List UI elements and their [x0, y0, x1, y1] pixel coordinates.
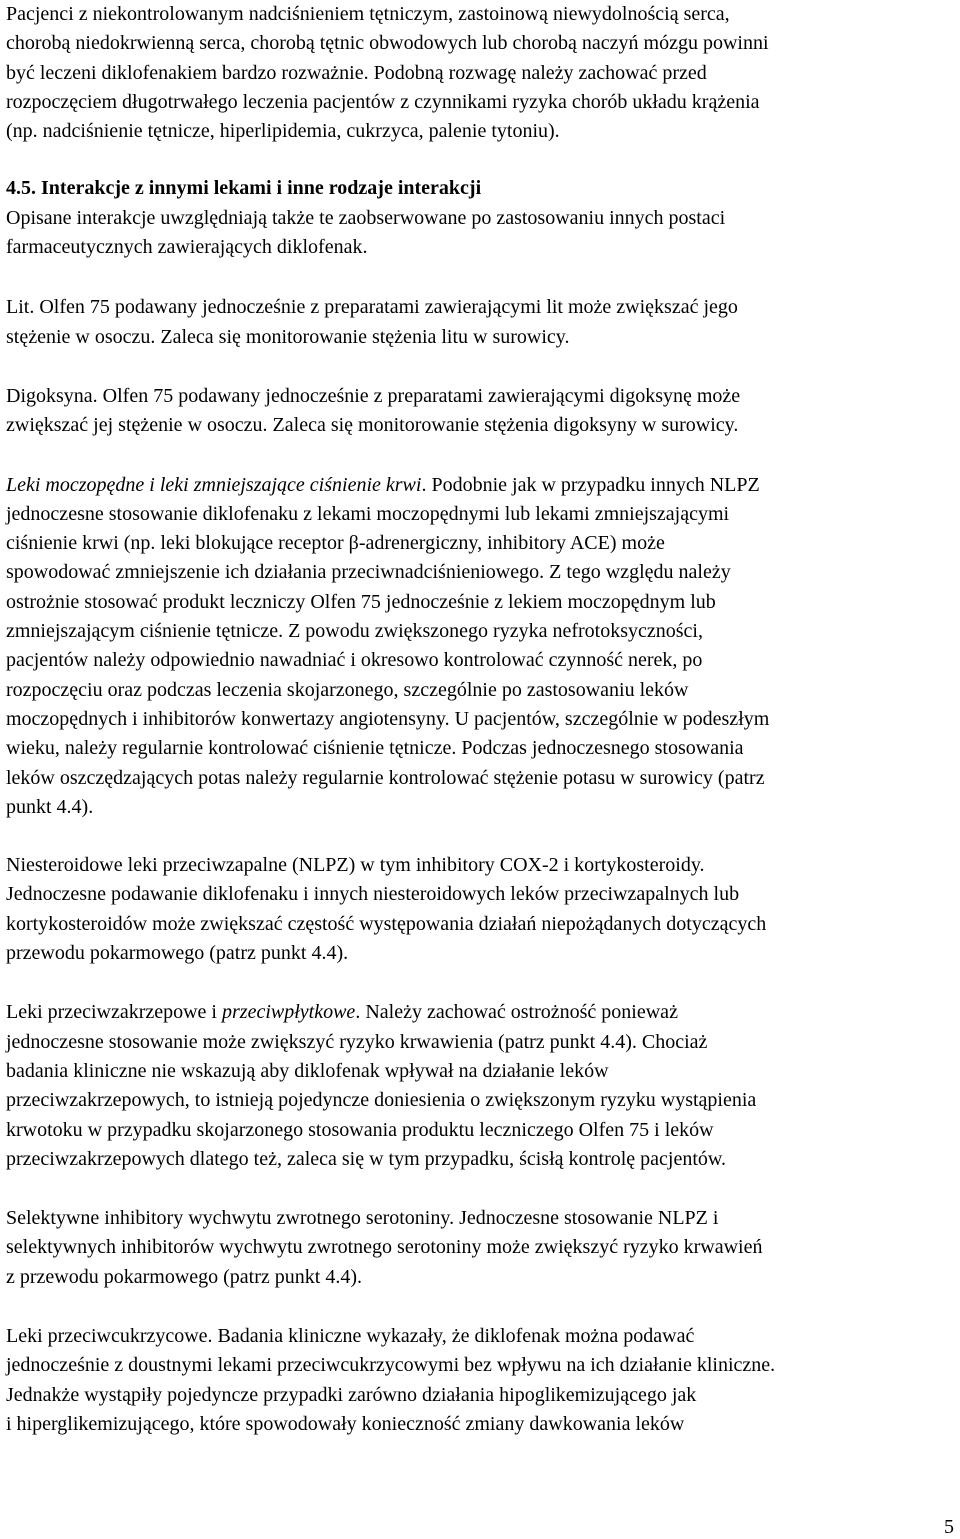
- section-line: Opisane interakcje uwzględniają także te zaobserwowane po zastosowaniu innych postaci: [6, 206, 726, 229]
- nsaid-line: Jednoczesne podawanie diklofenaku i innych niesteroidowych leków przeciwzapalnych lub: [6, 883, 740, 906]
- diuretics-line: jednoczesne stosowanie diklofenaku z lekami moczopędnymi lub lekami zmniejszającymi: [6, 502, 730, 525]
- digoksyna-line: Digoksyna. Olfen 75 podawany jednocześnie z preparatami zawierającymi digoksynę może: [6, 384, 741, 407]
- diuretics-lead: [6, 471, 956, 500]
- nsaid-line: kortykosteroidów może zwiększać częstość występowania działań niepożądanych dotyczących: [6, 912, 767, 935]
- document-page: [6, 0, 956, 1439]
- diuretics-line: zmniejszającym ciśnienie tętnicze. Z powodu zwiększonego ryzyka nefrotoksyczności,: [6, 620, 703, 643]
- diuretics-paragraph: [6, 471, 956, 823]
- anticoag-paragraph: [6, 998, 956, 1174]
- ssri-line: z przewodu pokarmowego (patrz punkt 4.4).: [6, 1265, 362, 1288]
- anticoag-line: krwotoku w przypadku skojarzonego stosowania produktu leczniczego Olfen 75 i leków: [6, 1118, 714, 1141]
- diuretics-line: moczopędnych i inhibitorów konwertazy angiotensyny. U pacjentów, szczególnie w podeszłym: [6, 707, 770, 730]
- diuretics-lead-rest: . Podobnie jak w przypadku innych NLPZ: [421, 473, 760, 496]
- intro-line: (np. nadciśnienie tętnicze, hiperlipidemia, cukrzyca, palenie tytoniu).: [6, 120, 560, 143]
- intro-line: być leczeni diklofenakiem bardzo rozważnie. Podobną rozwagę należy zachować przed: [6, 61, 707, 84]
- anticoag-line: przeciwzakrzepowych dlatego też, zaleca się w tym przypadku, ścisłą kontrolę pacjentów.: [6, 1147, 727, 1170]
- diuretics-line: rozpoczęciu oraz podczas leczenia skojarzonego, szczególnie po zastosowaniu leków: [6, 678, 689, 701]
- section-line: farmaceutycznych zawierających diklofenak.: [6, 236, 368, 259]
- intro-line: chorobą niedokrwienną serca, chorobą tętnic obwodowych lub chorobą naczyń mózgu powinni: [6, 32, 769, 55]
- anticoag-line: badania kliniczne nie wskazują aby diklofenak wpływał na działanie leków: [6, 1059, 609, 1082]
- antidiabetic-line: Leki przeciwcukrzycowe. Badania kliniczne wykazały, że diklofenak można podawać: [6, 1324, 695, 1347]
- antidiabetic-paragraph: [6, 1322, 956, 1439]
- diuretics-line: ostrożnie stosować produkt leczniczy Olfen 75 jednocześnie z lekiem moczopędnym lub: [6, 590, 716, 613]
- intro-line: Pacjenci z niekontrolowanym nadciśnieniem tętniczym, zastoinową niewydolnością serca,: [6, 3, 730, 25]
- diuretics-line: wieku, należy regularnie kontrolować ciśnienie tętnicze. Podczas jednoczesnego stosowania: [6, 737, 744, 760]
- ssri-paragraph: [6, 1204, 956, 1292]
- nsaid-line: Niesteroidowe leki przeciwzapalne (NLPZ) w tym inhibitory COX-2 i kortykosteroidy.: [6, 854, 705, 877]
- anticoag-lead-rest: . Należy zachować ostrożność ponieważ: [355, 1001, 678, 1024]
- antidiabetic-line: i hiperglikemizującego, które spowodowały konieczność zmiany dawkowania leków: [6, 1412, 685, 1435]
- diuretics-line: spowodować zmniejszenie ich działania przeciwnadciśnieniowego. Z tego względu należy: [6, 561, 731, 584]
- section-heading: [6, 174, 956, 203]
- diuretics-line: pacjentów należy odpowiednio nawadniać i okresowo kontrolować czynność nerek, po: [6, 649, 703, 672]
- antidiabetic-line: Jednakże wystąpiły pojedyncze przypadki zarówno działania hipoglikemizującego jak: [6, 1383, 697, 1406]
- diuretics-lead-italic: Leki moczopędne i leki zmniejszające ciśnienie krwi: [6, 473, 422, 496]
- ssri-line: Selektywne inhibitory wychwytu zwrotnego serotoniny. Jednoczesne stosowanie NLPZ i: [6, 1207, 719, 1230]
- nsaid-line: przewodu pokarmowego (patrz punkt 4.4).: [6, 942, 349, 965]
- lit-line: stężenie w osoczu. Zaleca się monitorowanie stężenia litu w surowicy.: [6, 325, 570, 348]
- anticoag-line: jednoczesne stosowanie może zwiększyć ryzyko krwawienia (patrz punkt 4.4). Chociaż: [6, 1030, 708, 1053]
- page-number: 5: [944, 1516, 954, 1538]
- diuretics-line: leków oszczędzających potas należy regularnie kontrolować stężenie potasu w surowicy (patrz: [6, 766, 765, 789]
- nsaid-paragraph: [6, 851, 956, 968]
- section-title: Interakcje z innymi lekami i inne rodzaje interakcji: [41, 177, 482, 200]
- lit-line: Lit. Olfen 75 podawany jednocześnie z preparatami zawierającymi lit może zwiększać jego: [6, 296, 738, 319]
- ssri-line: selektywnych inhibitorów wychwytu zwrotnego serotoniny może zwiększyć ryzyko krwawień: [6, 1236, 763, 1259]
- section-4-5: [6, 174, 956, 262]
- anticoag-lead-normal: Leki przeciwzakrzepowe i: [6, 1001, 222, 1024]
- anticoag-line: przeciwzakrzepowych, to istnieją pojedyncze doniesienia o zwiększonym ryzyku wystąpienia: [6, 1089, 757, 1112]
- diuretics-line: ciśnienie krwi (np. leki blokujące receptor β-adrenergiczny, inhibitory ACE) może: [6, 532, 665, 555]
- diuretics-line: punkt 4.4).: [6, 795, 94, 818]
- anticoag-lead-italic: przeciwpłytkowe: [222, 1001, 356, 1024]
- anticoag-lead: [6, 998, 956, 1027]
- section-number: 4.5.: [6, 177, 36, 200]
- digoksyna-line: zwiększać jej stężenie w osoczu. Zaleca się monitorowanie stężenia digoksyny w surowicy.: [6, 414, 739, 437]
- intro-paragraph: [6, 0, 956, 146]
- antidiabetic-line: jednocześnie z doustnymi lekami przeciwcukrzycowymi bez wpływu na ich działanie kliniczne.: [6, 1354, 776, 1377]
- digoksyna-paragraph: [6, 382, 956, 441]
- intro-line: rozpoczęciem długotrwałego leczenia pacjentów z czynnikami ryzyka chorób układu krążenia: [6, 90, 760, 113]
- lit-paragraph: [6, 293, 956, 352]
